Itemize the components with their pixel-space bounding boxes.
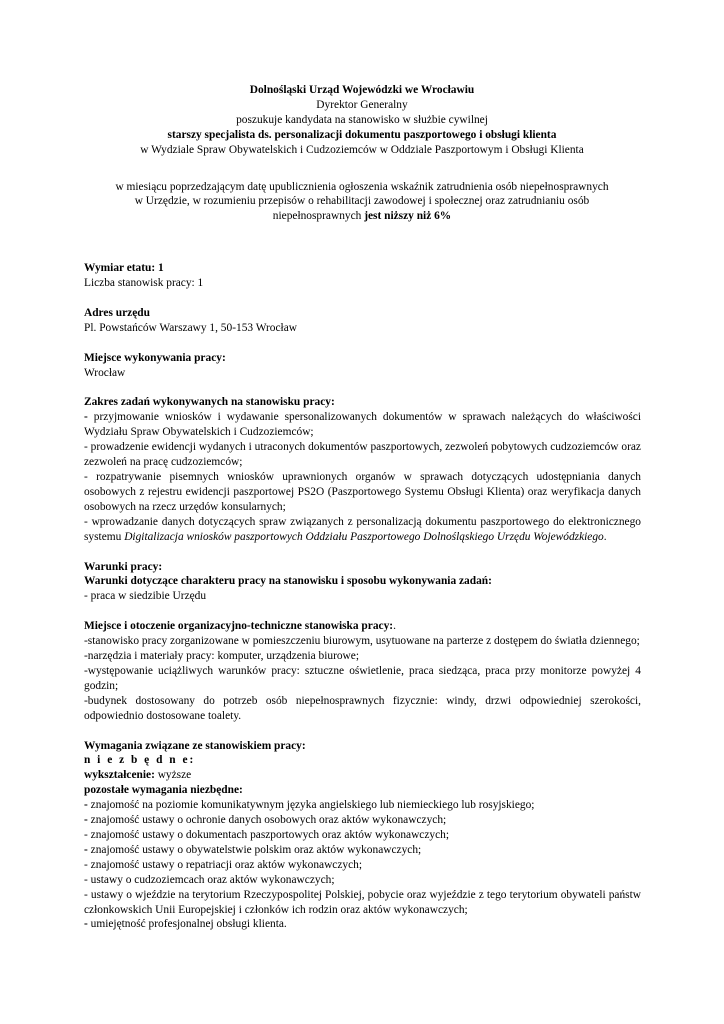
requirement-text: znajomość ustawy o obywatelstwie polskim oraz aktów wykonawczych; <box>87 843 422 856</box>
task-item <box>84 410 641 440</box>
system-name: Digitalizacja wniosków paszportowych Oddziału Paszportowego Dolnośląskiego Urzędu Wojewódzkiego <box>124 530 604 543</box>
task-item: - rozpatrywanie pisemnych wniosków uprawnionych organów w sprawach dotyczących udostępniania danych osobowych z rejestru ewidencji paszportowej PS2O (Paszportowego Systemu Obsługi Klienta) oraz weryfikacja danych osobowych na rzecz urzędów konsularnych; <box>84 470 641 513</box>
requirement-item: - ustawy o cudzoziemcach oraz aktów wykonawczych; <box>84 873 335 886</box>
requirement-item: - znajomość ustawy o dokumentach paszportowych oraz aktów wykonawczych; <box>84 829 450 841</box>
requirement-item <box>84 843 641 858</box>
workplace-value: Wrocław <box>84 366 126 379</box>
requirements-heading: Wymagania związane ze stanowiskiem pracy: <box>84 739 306 752</box>
education-label: wykształcenie: <box>84 769 155 782</box>
notice-rate-statement: jest niższy niż 6% <box>364 210 452 223</box>
department-line: w Wydziale Spraw Obywatelskich i Cudzoziemców w Oddziale Paszportowym i Obsługi Klienta <box>140 143 584 156</box>
address-heading: Adres urzędu <box>84 306 150 319</box>
requirement-text: znajomość na poziomie komunikatywnym języka angielskiego lub niemieckiego lub rosyjskiego; <box>87 799 535 812</box>
environment-item: -stanowisko pracy zorganizowane w pomieszczeniu biurowym, usytuowane na parterze z dostępem do światła dziennego; <box>84 635 640 648</box>
requirement-dash: - <box>84 799 88 812</box>
requirement-item <box>84 798 641 813</box>
requirement-dash: - <box>84 843 88 856</box>
workplace-heading: Miejsce wykonywania pracy: <box>84 351 226 364</box>
address-value: Pl. Powstańców Warszawy 1, 50-153 Wrocław <box>84 321 298 334</box>
document-header <box>60 83 664 224</box>
task-dash: - <box>84 411 88 424</box>
necessary-label: n i e z b ę d n e: <box>84 754 196 767</box>
employment-notice <box>60 180 664 225</box>
fte-label: Wymiar etatu: 1 <box>84 262 164 274</box>
seeks-candidate-line: poszukuje kandydata na stanowisko w służbie cywilnej <box>236 113 488 126</box>
tasks-heading: Zakres zadań wykonywanych na stanowisku pracy: <box>84 396 335 409</box>
position-count: Liczba stanowisk pracy: 1 <box>84 276 204 289</box>
education-line <box>84 768 641 783</box>
conditions-heading: Warunki pracy: <box>84 560 163 573</box>
notice-line-3-text: niepełnosprawnych <box>272 210 365 223</box>
environment-heading: Miejsce i otoczenie organizacyjno-techniczne stanowiska pracy: <box>84 620 394 633</box>
conditions-subheading: Warunki dotyczące charakteru pracy na stanowisku i sposobu wykonywania zadań: <box>84 575 492 588</box>
requirement-item: - ustawy o wjeździe na terytorium Rzeczypospolitej Polskiej, pobycie oraz wyjeździe z tego terytorium obywateli państw członkowskich Unii Europejskiej i członków ich rodzin oraz aktów wykonawczych; <box>84 888 641 916</box>
condition-item: - praca w siedzibie Urzędu <box>84 590 207 603</box>
task-item <box>84 515 641 545</box>
notice-line-1: w miesiącu poprzedzającym datę upublicznienia ogłoszenia wskaźnik zatrudnienia osób niepełnosprawnych <box>115 180 609 193</box>
requirement-item <box>84 813 641 828</box>
notice-line-2: w Urzędzie, w rozumieniu przepisów o rehabilitacji zawodowej i społecznej oraz zatrudnianiu osób <box>134 195 590 208</box>
environment-item: -budynek dostosowany do potrzeb osób niepełnosprawnych fizycznie: windy, drzwi odpowiedniej szerokości, odpowiednio dostosowane toalety. <box>84 694 641 722</box>
requirement-text: znajomość ustawy o ochronie danych osobowych oraz aktów wykonawczych; <box>87 814 447 827</box>
other-requirements-heading: pozostałe wymagania niezbędne: <box>84 784 243 797</box>
task-text: - wprowadzanie danych dotyczących spraw związanych z personalizacją dokumentu paszportowego do elektronicznego systemu <box>84 515 641 543</box>
director-title: Dyrektor Generalny <box>316 98 408 111</box>
document-body <box>84 261 641 932</box>
task-item: - prowadzenie ewidencji wydanych i utraconych dokumentów paszportowych, zezwoleń pobytowych cudzoziemców oraz zezwoleń na pracę cudzoziemców; <box>84 441 641 469</box>
position-title: starszy specjalista ds. personalizacji dokumentu paszportowego i obsługi klienta <box>167 128 557 141</box>
task-text-end: . <box>603 530 607 543</box>
requirement-item <box>84 917 641 932</box>
environment-heading-tail: . <box>393 620 396 633</box>
requirement-dash: - <box>84 814 88 827</box>
environment-item: -występowanie uciążliwych warunków pracy: sztuczne oświetlenie, praca siedząca, praca przy monitorze powyżej 4 godzin; <box>84 664 641 692</box>
task-text: przyjmowanie wniosków i wydawanie spersonalizowanych dokumentów w sprawach należących do właściwości Wydziału Spraw Obywatelskich i Cudzoziemców; <box>84 411 641 439</box>
office-name: Dolnośląski Urząd Wojewódzki we Wrocławiu <box>249 84 475 96</box>
environment-heading-line <box>84 619 641 634</box>
notice-line-3 <box>60 209 664 224</box>
requirement-text: umiejętność profesjonalnej obsługi klienta. <box>87 918 287 931</box>
requirement-dash: - <box>84 918 88 931</box>
requirement-item: - znajomość ustawy o repatriacji oraz aktów wykonawczych; <box>84 858 363 871</box>
education-value: wyższe <box>154 769 192 782</box>
environment-item: -narzędzia i materiały pracy: komputer, urządzenia biurowe; <box>84 650 359 663</box>
